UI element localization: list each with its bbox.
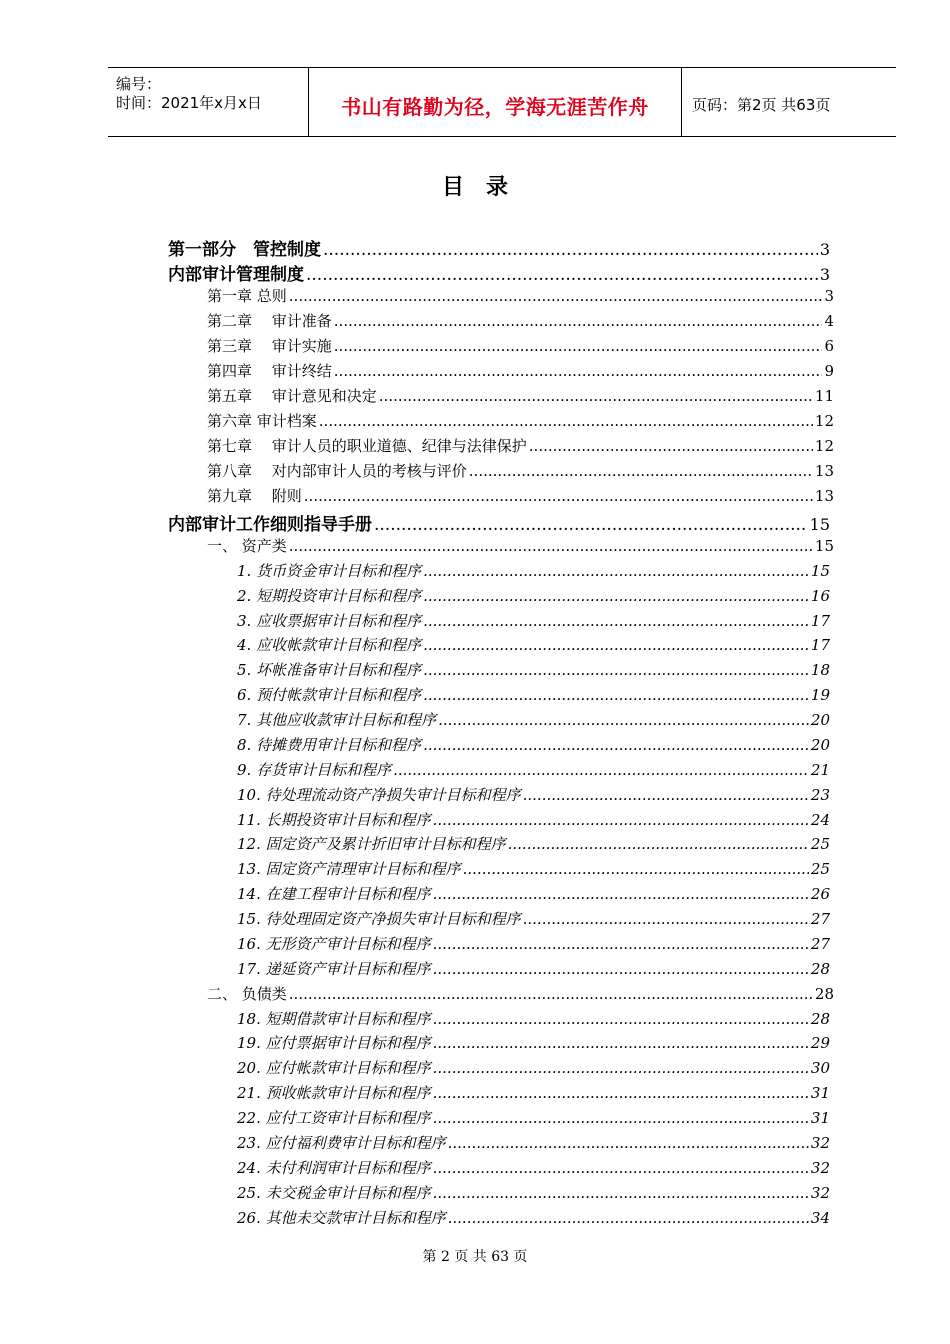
toc-entry-label: 11. 长期投资审计目标和程序: [237, 811, 431, 829]
toc-leader-dots: [306, 265, 818, 285]
page-header: [108, 67, 896, 137]
toc-entry-page: 15: [809, 515, 830, 534]
toc-entry-label: 24. 未付利润审计目标和程序: [237, 1159, 431, 1177]
toc-entry[interactable]: [237, 759, 830, 783]
toc-leader-dots: [423, 587, 809, 605]
toc-entry-label: 6. 预付帐款审计目标和程序: [237, 686, 422, 704]
toc-leader-dots: [433, 1010, 809, 1028]
toc-entry[interactable]: [207, 335, 834, 359]
motto: 书山有路勤为径，学海无涯苦作舟: [341, 95, 649, 119]
toc-entry[interactable]: [207, 435, 834, 459]
toc-entry[interactable]: [168, 510, 830, 534]
toc-entry-label: 15. 待处理固定资产净损失审计目标和程序: [237, 910, 521, 928]
toc-entry-label: 第六章 审计档案: [207, 412, 317, 430]
toc-entry[interactable]: [237, 634, 830, 658]
toc-entry-page: 31: [810, 1109, 830, 1127]
toc-entry[interactable]: [237, 709, 830, 733]
toc-entry-page: 3: [819, 265, 830, 284]
toc-entry-label: 19. 应付票据审计目标和程序: [237, 1034, 431, 1052]
toc-entry-page: 4: [824, 312, 834, 330]
toc-leader-dots: [469, 462, 813, 480]
toc-entry-label: 内部审计管理制度: [168, 265, 304, 285]
toc-entry-page: 13: [814, 487, 834, 505]
toc-entry-label: 20. 应付帐款审计目标和程序: [237, 1059, 431, 1077]
toc-entry[interactable]: [237, 1008, 830, 1032]
toc-leader-dots: [448, 1134, 809, 1152]
toc-entry-page: 28: [814, 985, 834, 1003]
toc-entry-label: 26. 其他未交款审计目标和程序: [237, 1209, 446, 1227]
toc-entry-page: 12: [814, 412, 834, 430]
toc-leader-dots: [334, 312, 823, 330]
toc-entry[interactable]: [207, 385, 834, 409]
toc-entry-label: 一、 资产类: [207, 537, 287, 555]
toc-entry[interactable]: [207, 535, 834, 559]
toc-entry-page: 6: [824, 337, 834, 355]
toc-entry[interactable]: [237, 784, 830, 808]
toc-entry-label: 第二章 审计准备: [207, 312, 332, 330]
toc-entry-page: 23: [810, 786, 830, 804]
toc-entry-label: 25. 未交税金审计目标和程序: [237, 1184, 431, 1202]
toc-leader-dots: [319, 412, 813, 430]
toc-entry-label: 2. 短期投资审计目标和程序: [237, 587, 422, 605]
toc-leader-dots: [433, 960, 809, 978]
toc-leader-dots: [433, 1109, 809, 1127]
toc-leader-dots: [334, 337, 823, 355]
toc-entry-label: 21. 预收帐款审计目标和程序: [237, 1084, 431, 1102]
toc-entry[interactable]: [237, 684, 830, 708]
toc-entry[interactable]: [237, 1207, 830, 1231]
toc-leader-dots: [523, 910, 809, 928]
toc-entry-page: 26: [810, 885, 830, 903]
toc-entry-page: 19: [810, 686, 830, 704]
toc-entry[interactable]: [168, 235, 830, 259]
toc-entry[interactable]: [237, 1032, 830, 1056]
toc-entry-label: 10. 待处理流动资产净损失审计目标和程序: [237, 786, 521, 804]
toc-entry[interactable]: [237, 1057, 830, 1081]
toc-entry-label: 13. 固定资产清理审计目标和程序: [237, 860, 461, 878]
toc-entry-label: 16. 无形资产审计目标和程序: [237, 935, 431, 953]
toc-entry-label: 第三章 审计实施: [207, 337, 332, 355]
toc-entry-label: 第一部分 管控制度: [168, 240, 321, 260]
toc-entry-label: 7. 其他应收款审计目标和程序: [237, 711, 437, 729]
toc-entry-page: 20: [810, 736, 830, 754]
toc-leader-dots: [423, 612, 809, 630]
header-meta-cell: [108, 68, 309, 136]
toc-entry-page: 15: [814, 537, 834, 555]
toc-entry-page: 16: [810, 587, 830, 605]
toc-leader-dots: [423, 736, 809, 754]
toc-leader-dots: [433, 811, 809, 829]
toc-entry[interactable]: [237, 883, 830, 907]
toc-entry[interactable]: [207, 285, 834, 309]
toc-entry-page: 28: [810, 960, 830, 978]
toc-entry[interactable]: [237, 1182, 830, 1206]
toc-entry[interactable]: [207, 360, 834, 384]
toc-entry-page: 17: [810, 636, 830, 654]
toc-entry[interactable]: [207, 485, 834, 509]
toc-entry[interactable]: [237, 933, 830, 957]
toc-entry-page: 24: [810, 811, 830, 829]
toc-entry-label: 第一章 总则: [207, 287, 287, 305]
toc-entry[interactable]: [237, 908, 830, 932]
toc-entry[interactable]: [237, 1082, 830, 1106]
toc-entry-label: 5. 坏帐准备审计目标和程序: [237, 661, 422, 679]
toc-leader-dots: [523, 786, 809, 804]
toc-entry[interactable]: [207, 410, 834, 434]
toc-entry-page: 11: [814, 387, 834, 405]
toc-entry-label: 14. 在建工程审计目标和程序: [237, 885, 431, 903]
toc-leader-dots: [374, 515, 808, 535]
header-page-cell: [682, 68, 896, 136]
toc-entry-page: 20: [810, 711, 830, 729]
toc-entry-label: 内部审计工作细则指导手册: [168, 515, 372, 535]
toc-entry-page: 3: [824, 287, 834, 305]
toc-entry[interactable]: [237, 585, 830, 609]
toc-entry-label: 第七章 审计人员的职业道德、纪律与法律保护: [207, 437, 527, 455]
header-motto-cell: [309, 68, 682, 136]
toc-entry-page: 9: [824, 362, 834, 380]
toc-leader-dots: [379, 387, 813, 405]
toc-entry-label: 12. 固定资产及累计折旧审计目标和程序: [237, 835, 506, 853]
toc-leader-dots: [423, 562, 809, 580]
toc-entry[interactable]: [237, 610, 830, 634]
toc-entry[interactable]: [237, 858, 830, 882]
toc-entry-page: 25: [810, 835, 830, 853]
toc-leader-dots: [423, 636, 809, 654]
page-number-label: 页码：第2页 共63页: [692, 96, 831, 114]
toc-entry-label: 22. 应付工资审计目标和程序: [237, 1109, 431, 1127]
toc-leader-dots: [433, 885, 809, 903]
toc-entry-page: 17: [810, 612, 830, 630]
toc-entry-label: 23. 应付福利费审计目标和程序: [237, 1134, 446, 1152]
toc-entry-page: 30: [810, 1059, 830, 1077]
toc-leader-dots: [508, 835, 809, 853]
toc-entry-label: 18. 短期借款审计目标和程序: [237, 1010, 431, 1028]
toc-entry-page: 13: [814, 462, 834, 480]
toc-leader-dots: [423, 686, 809, 704]
toc-entry-page: 27: [810, 935, 830, 953]
toc-leader-dots: [289, 985, 813, 1003]
toc-entry-page: 3: [819, 240, 830, 259]
toc-entry[interactable]: [237, 833, 830, 857]
toc-entry-label: 4. 应收帐款审计目标和程序: [237, 636, 422, 654]
toc-leader-dots: [423, 661, 809, 679]
toc-entry-label: 9. 存货审计目标和程序: [237, 761, 392, 779]
toc-leader-dots: [433, 1184, 809, 1202]
toc-leader-dots: [463, 860, 809, 878]
toc-entry[interactable]: [237, 560, 830, 584]
toc-entry[interactable]: [237, 958, 830, 982]
toc-entry-page: 32: [810, 1159, 830, 1177]
toc-entry-label: 3. 应收票据审计目标和程序: [237, 612, 422, 630]
toc-entry[interactable]: [237, 734, 830, 758]
toc-leader-dots: [334, 362, 823, 380]
toc-entry-page: 21: [810, 761, 830, 779]
toc-entry-label: 1. 货币资金审计目标和程序: [237, 562, 422, 580]
toc-entry-page: 32: [810, 1134, 830, 1152]
toc-leader-dots: [304, 487, 813, 505]
toc-entry-label: 第八章 对内部审计人员的考核与评价: [207, 462, 467, 480]
toc-entry-page: 18: [810, 661, 830, 679]
toc-entry-page: 25: [810, 860, 830, 878]
toc-leader-dots: [323, 240, 818, 260]
toc-entry[interactable]: [207, 460, 834, 484]
toc-leader-dots: [393, 761, 809, 779]
toc-leader-dots: [433, 1159, 809, 1177]
toc-leader-dots: [433, 935, 809, 953]
toc-entry-label: 第四章 审计终结: [207, 362, 332, 380]
toc-leader-dots: [529, 437, 813, 455]
toc-leader-dots: [433, 1084, 809, 1102]
toc-entry-page: 12: [814, 437, 834, 455]
date-label: 时间：2021年x月x日: [116, 94, 262, 112]
toc-entry-page: 29: [810, 1034, 830, 1052]
toc-leader-dots: [433, 1059, 809, 1077]
toc-entry-label: 第九章 附则: [207, 487, 302, 505]
toc-entry[interactable]: [237, 1132, 830, 1156]
toc-entry-page: 27: [810, 910, 830, 928]
toc-entry[interactable]: [237, 659, 830, 683]
toc-leader-dots: [289, 287, 823, 305]
toc-entry[interactable]: [168, 260, 830, 284]
page-title: 目录: [441, 174, 530, 200]
toc-leader-dots: [433, 1034, 809, 1052]
toc-entry-label: 第五章 审计意见和决定: [207, 387, 377, 405]
toc-leader-dots: [438, 711, 809, 729]
toc-entry[interactable]: [207, 310, 834, 334]
toc-leader-dots: [448, 1209, 809, 1227]
toc-entry-page: 32: [810, 1184, 830, 1202]
code-label: 编号：: [116, 75, 162, 93]
toc-entry[interactable]: [237, 1107, 830, 1131]
toc-entry[interactable]: [207, 983, 834, 1007]
toc-entry-page: 34: [810, 1209, 830, 1227]
toc-entry-label: 二、 负债类: [207, 985, 287, 1003]
toc-entry-page: 31: [810, 1084, 830, 1102]
toc-entry[interactable]: [237, 1157, 830, 1181]
page-footer: 第 2 页 共 63 页: [422, 1249, 528, 1265]
toc-entry[interactable]: [237, 809, 830, 833]
toc-leader-dots: [289, 537, 813, 555]
toc-entry-page: 15: [810, 562, 830, 580]
toc-entry-label: 17. 递延资产审计目标和程序: [237, 960, 431, 978]
toc-entry-page: 28: [810, 1010, 830, 1028]
toc-entry-label: 8. 待摊费用审计目标和程序: [237, 736, 422, 754]
